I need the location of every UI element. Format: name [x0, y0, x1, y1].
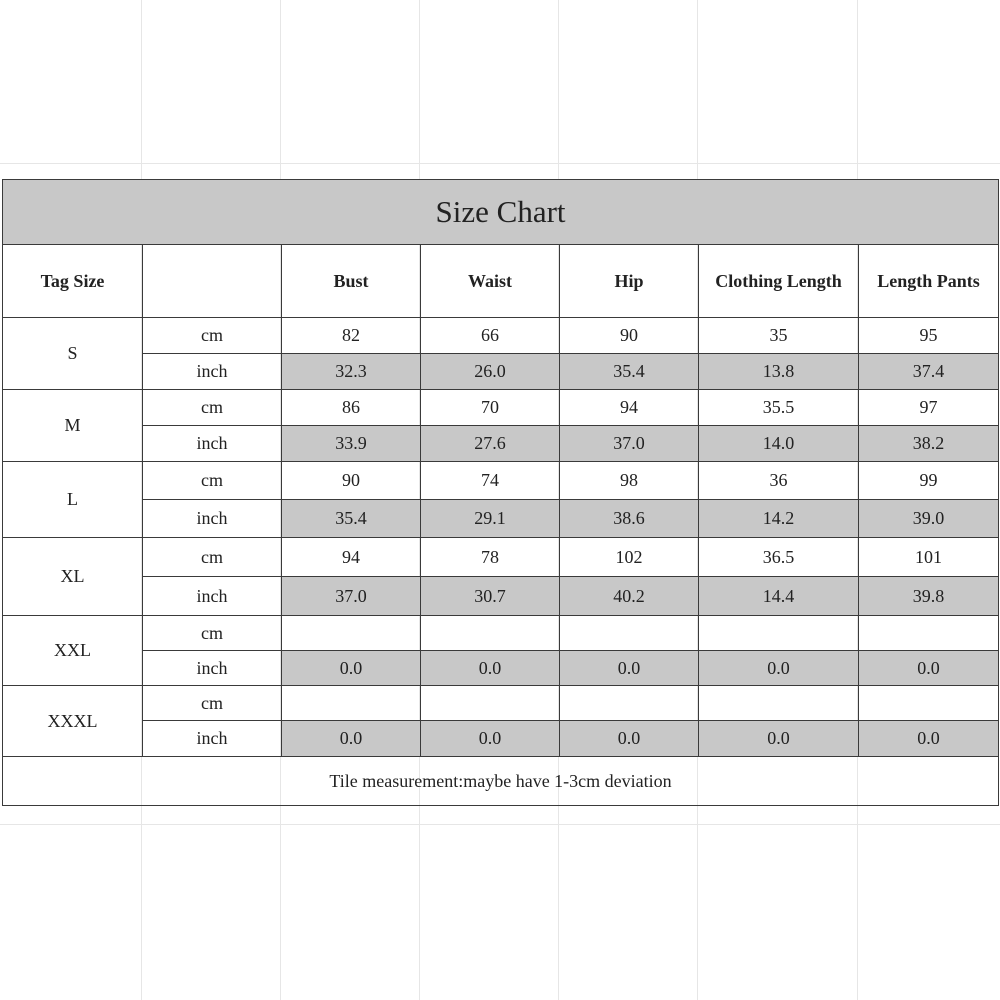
header-row: [3, 245, 999, 318]
measurement-cell: 35: [699, 318, 859, 354]
measurement-cell: 0.0: [560, 651, 699, 686]
table-row: [3, 616, 999, 651]
measurement-cell: 101: [859, 538, 999, 577]
table-row: [3, 721, 999, 757]
unit-cell: inch: [143, 577, 282, 616]
header-bust: Bust: [282, 245, 421, 318]
measurement-note: Tile measurement:maybe have 1-3cm deviation: [3, 757, 999, 806]
measurement-cell: 38.6: [560, 500, 699, 538]
measurement-cell: 78: [421, 538, 560, 577]
measurement-cell: 26.0: [421, 354, 560, 390]
measurement-cell: 37.0: [560, 426, 699, 462]
measurement-cell: 32.3: [282, 354, 421, 390]
table-row: [3, 390, 999, 426]
measurement-cell: [859, 686, 999, 721]
measurement-cell: [282, 686, 421, 721]
unit-cell: inch: [143, 426, 282, 462]
table-row: [3, 500, 999, 538]
measurement-cell: 86: [282, 390, 421, 426]
tag-size-cell: XXXL: [3, 686, 143, 757]
header-tag-size: Tag Size: [3, 245, 143, 318]
measurement-cell: 35.4: [282, 500, 421, 538]
measurement-cell: 33.9: [282, 426, 421, 462]
measurement-cell: 0.0: [282, 721, 421, 757]
tag-size-cell: L: [3, 462, 143, 538]
table-row: [3, 686, 999, 721]
measurement-cell: 36.5: [699, 538, 859, 577]
table-row: [3, 577, 999, 616]
unit-cell: cm: [143, 538, 282, 577]
measurement-cell: 94: [560, 390, 699, 426]
measurement-cell: [421, 616, 560, 651]
measurement-cell: 94: [282, 538, 421, 577]
measurement-cell: [421, 686, 560, 721]
table-row: [3, 354, 999, 390]
unit-cell: cm: [143, 616, 282, 651]
measurement-cell: 74: [421, 462, 560, 500]
measurement-cell: 39.8: [859, 577, 999, 616]
measurement-cell: 95: [859, 318, 999, 354]
measurement-cell: 30.7: [421, 577, 560, 616]
measurement-cell: 66: [421, 318, 560, 354]
measurement-cell: 98: [560, 462, 699, 500]
measurement-cell: 99: [859, 462, 999, 500]
measurement-cell: 97: [859, 390, 999, 426]
measurement-cell: 0.0: [859, 721, 999, 757]
title-row: [3, 180, 999, 245]
header-clothing-length: Clothing Length: [699, 245, 859, 318]
measurement-cell: 0.0: [282, 651, 421, 686]
table-title: Size Chart: [3, 180, 999, 245]
unit-cell: inch: [143, 721, 282, 757]
measurement-cell: [859, 616, 999, 651]
header-unit: [143, 245, 282, 318]
unit-cell: inch: [143, 500, 282, 538]
measurement-cell: [282, 616, 421, 651]
measurement-cell: 38.2: [859, 426, 999, 462]
header-waist: Waist: [421, 245, 560, 318]
unit-cell: cm: [143, 686, 282, 721]
measurement-cell: 29.1: [421, 500, 560, 538]
measurement-cell: 0.0: [699, 721, 859, 757]
measurement-cell: 90: [560, 318, 699, 354]
measurement-cell: 14.0: [699, 426, 859, 462]
measurement-cell: 0.0: [859, 651, 999, 686]
footer-row: [3, 757, 999, 806]
measurement-cell: 82: [282, 318, 421, 354]
measurement-cell: 70: [421, 390, 560, 426]
table-row: [3, 318, 999, 354]
size-chart-table: [2, 179, 999, 806]
measurement-cell: 37.0: [282, 577, 421, 616]
tag-size-cell: XL: [3, 538, 143, 616]
measurement-cell: 102: [560, 538, 699, 577]
measurement-cell: 40.2: [560, 577, 699, 616]
tag-size-cell: XXL: [3, 616, 143, 686]
measurement-cell: 90: [282, 462, 421, 500]
measurement-cell: 13.8: [699, 354, 859, 390]
measurement-cell: [560, 616, 699, 651]
table-row: [3, 651, 999, 686]
unit-cell: cm: [143, 390, 282, 426]
header-length-pants: Length Pants: [859, 245, 999, 318]
measurement-cell: [560, 686, 699, 721]
measurement-cell: 0.0: [699, 651, 859, 686]
table-row: [3, 462, 999, 500]
size-rows: [3, 318, 999, 757]
unit-cell: inch: [143, 354, 282, 390]
measurement-cell: [699, 686, 859, 721]
unit-cell: cm: [143, 462, 282, 500]
measurement-cell: 35.5: [699, 390, 859, 426]
measurement-cell: 36: [699, 462, 859, 500]
measurement-cell: 37.4: [859, 354, 999, 390]
measurement-cell: 27.6: [421, 426, 560, 462]
unit-cell: cm: [143, 318, 282, 354]
tag-size-cell: S: [3, 318, 143, 390]
measurement-cell: 0.0: [421, 651, 560, 686]
measurement-cell: 39.0: [859, 500, 999, 538]
table-row: [3, 426, 999, 462]
measurement-cell: [699, 616, 859, 651]
unit-cell: inch: [143, 651, 282, 686]
tag-size-cell: M: [3, 390, 143, 462]
measurement-cell: 14.2: [699, 500, 859, 538]
measurement-cell: 0.0: [421, 721, 560, 757]
header-hip: Hip: [560, 245, 699, 318]
measurement-cell: 35.4: [560, 354, 699, 390]
table-row: [3, 538, 999, 577]
measurement-cell: 14.4: [699, 577, 859, 616]
measurement-cell: 0.0: [560, 721, 699, 757]
